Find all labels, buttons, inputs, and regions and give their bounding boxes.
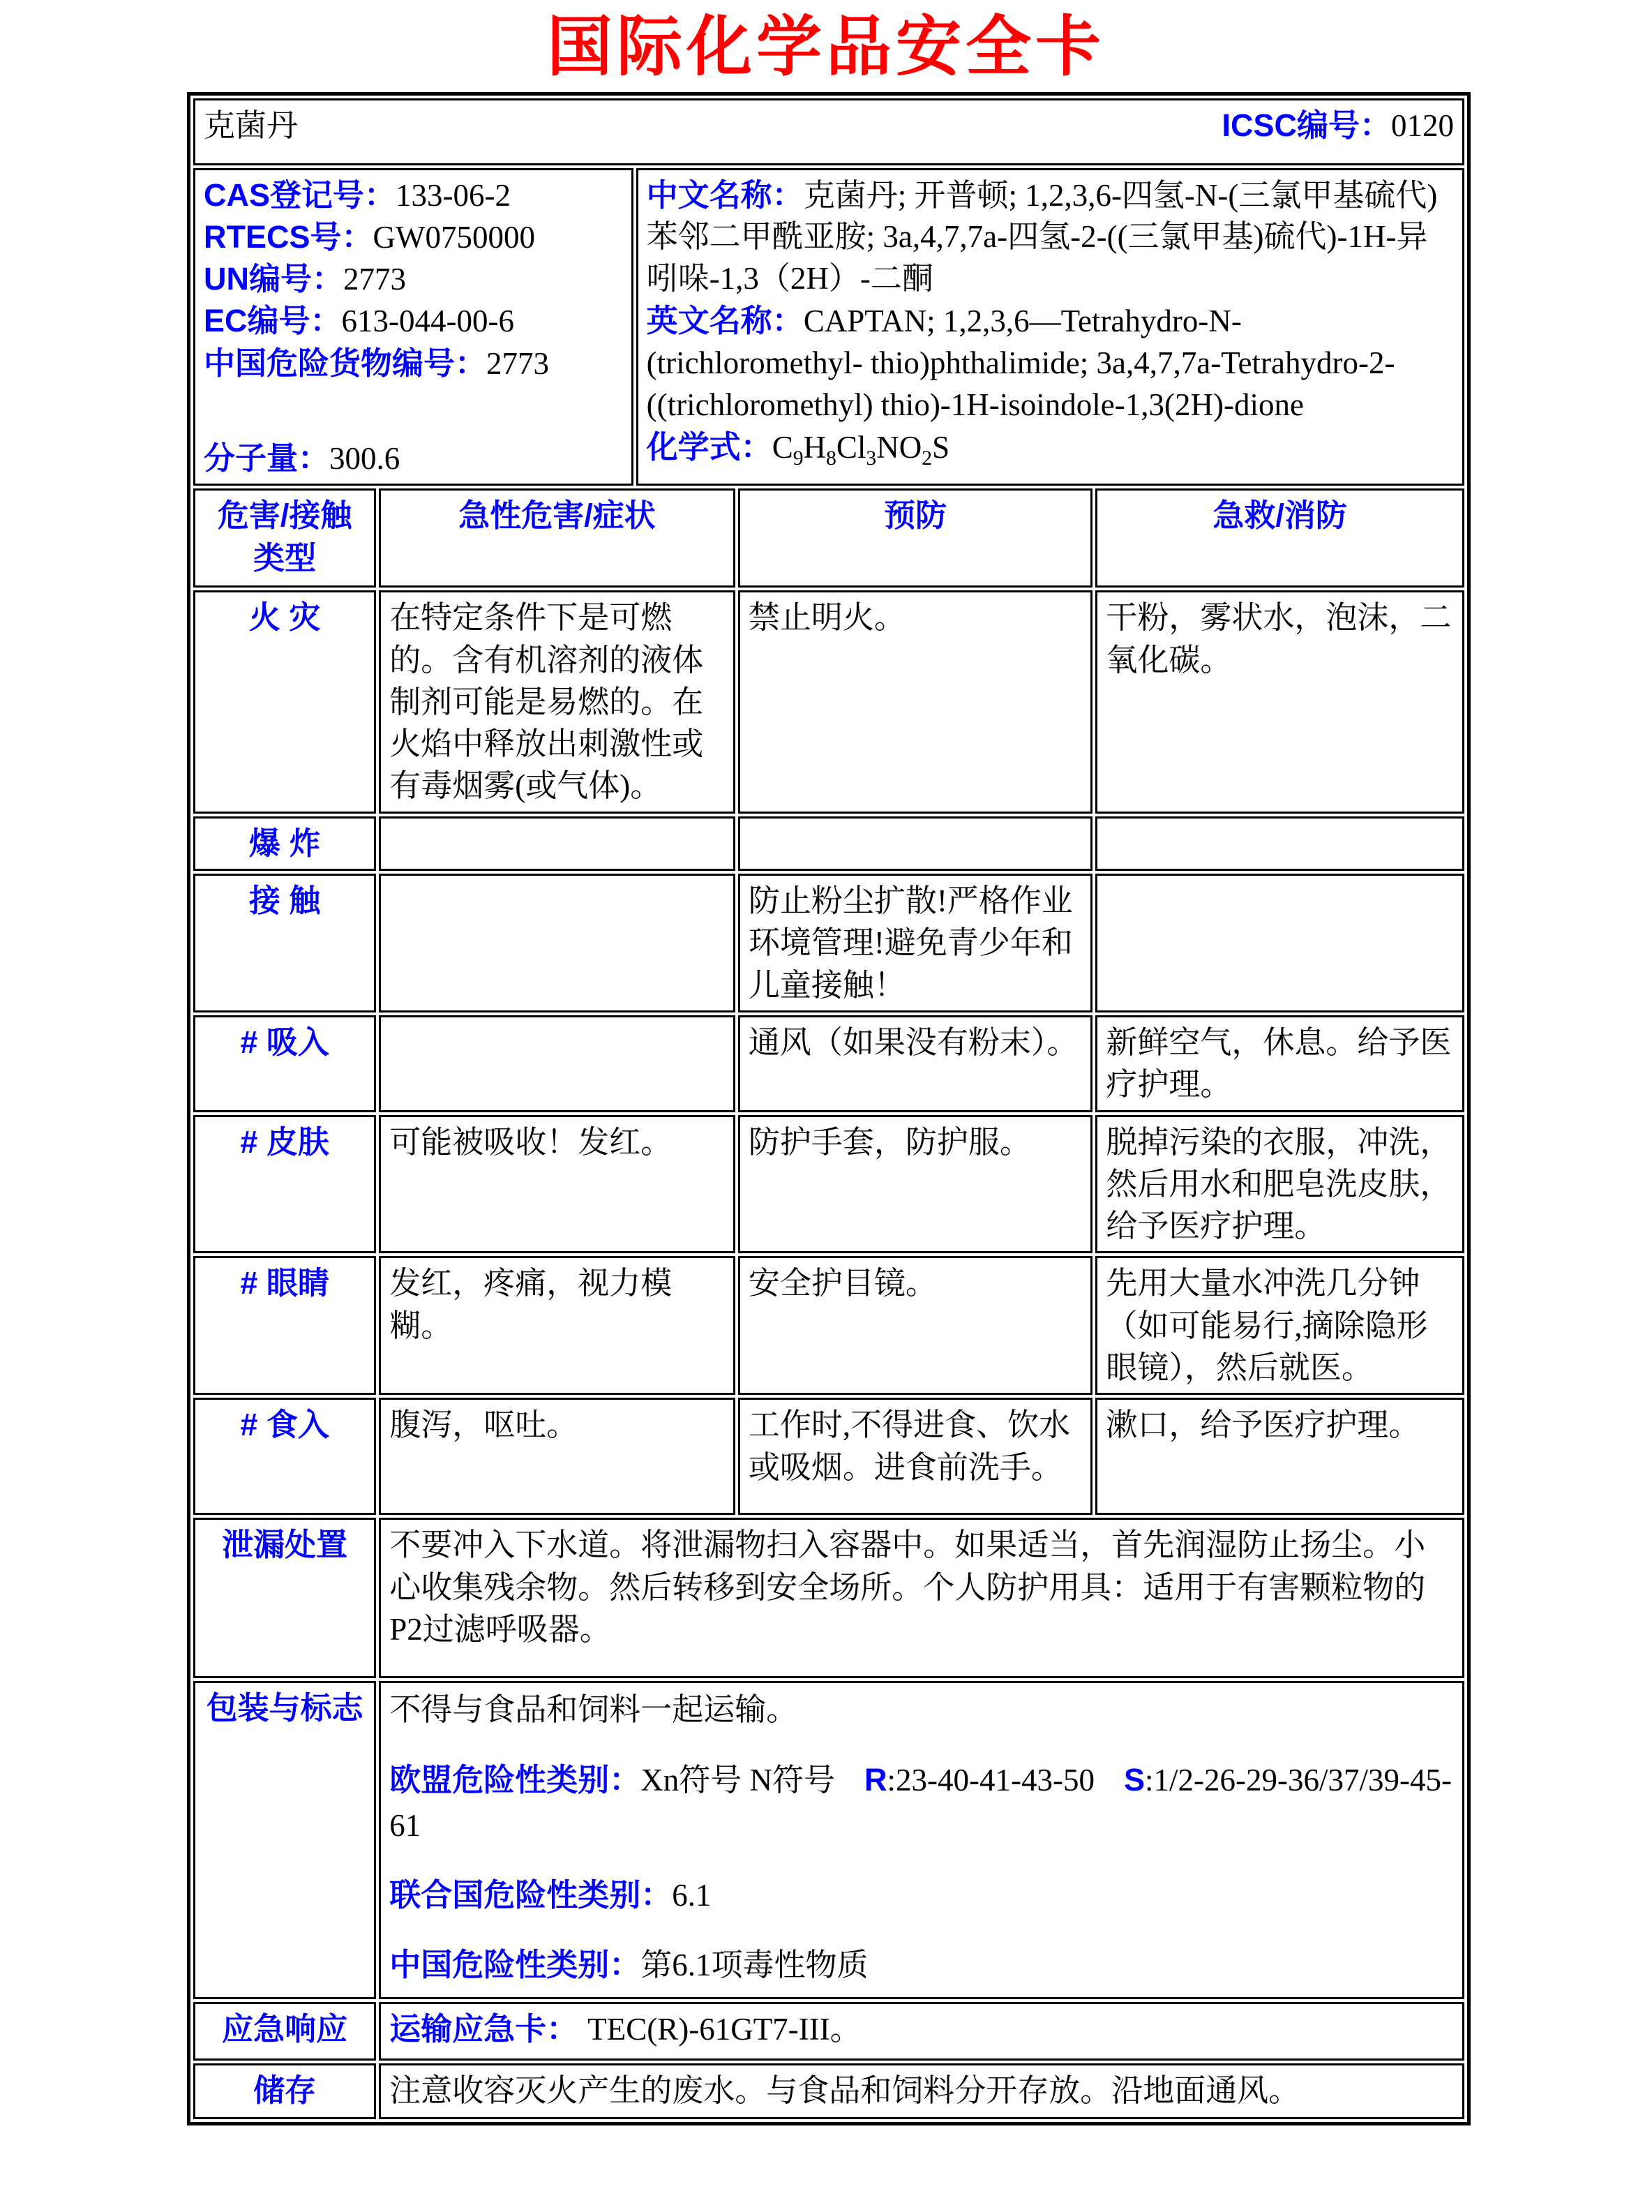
china-dg-value: 2773 (486, 345, 550, 381)
skin-first-aid-cell: 脱掉污染的衣服，冲洗，然后用水和肥皂洗皮肤，给予医疗护理。 (1095, 1115, 1464, 1254)
ingestion-first-aid-cell: 漱口，给予医疗护理。 (1095, 1398, 1464, 1515)
cas-number-line (204, 174, 623, 216)
s-phrases-label: S (1124, 1761, 1146, 1798)
chinese-name-line (647, 174, 1454, 301)
eu-hazard-class-line (389, 1757, 1454, 1849)
spill-disposal-row (193, 1518, 1464, 1678)
chemical-formula-value: $C_9H_8Cl_3NO_2S$ (772, 429, 950, 470)
skin-symptoms-cell: 可能被吸收！发红。 (379, 1115, 735, 1254)
column-header-type-line1: 危害/接触 (217, 498, 352, 534)
transport-emergency-card-value: TEC(R)-61GT7-III。 (587, 2011, 862, 2047)
packaging-label-cell: 包装与标志 (193, 1681, 376, 1998)
explosion-prevention-cell (738, 816, 1093, 871)
ingestion-symptoms-cell: 腹泻，呕吐。 (379, 1398, 735, 1515)
fire-first-aid-cell: 干粉，雾状水，泡沫，二氧化碳。 (1095, 590, 1464, 813)
hazard-row-ingestion (193, 1398, 1464, 1515)
hazard-row-eyes (193, 1256, 1464, 1395)
hazard-type-ingestion: # 食入 (193, 1398, 376, 1515)
packaging-row (193, 1681, 1464, 1998)
molecular-weight-value: 300.6 (329, 441, 400, 476)
chemical-formula-label: 化学式： (646, 428, 772, 465)
hazard-type-explosion: 爆 炸 (193, 816, 376, 871)
eyes-symptoms-cell: 发红，疼痛，视力模糊。 (379, 1256, 735, 1395)
un-number-line (204, 258, 623, 300)
china-dg-label: 中国危险货物编号： (204, 345, 487, 381)
card-header-row (193, 98, 1464, 165)
substance-name: 克菌丹 (204, 107, 299, 143)
transport-emergency-card-label: 运输应急卡： (389, 2010, 578, 2047)
hazard-row-skin (193, 1115, 1464, 1254)
packaging-content-cell (379, 1681, 1464, 1998)
column-header-symptoms: 急性危害/症状 (379, 488, 735, 588)
s-phrases-value: :1/2-26-29-36/37/39-45-61 (389, 1762, 1452, 1843)
skin-prevention-cell: 防护手套，防护服。 (738, 1115, 1093, 1254)
column-header-type (193, 488, 376, 588)
storage-text-cell: 注意收容灭火产生的废水。与食品和饲料分开存放。沿地面通风。 (379, 2063, 1464, 2119)
icsc-number (1222, 105, 1454, 147)
china-dg-number-line (204, 343, 623, 384)
english-name-line (647, 300, 1454, 426)
icsc-number-value: 0120 (1391, 107, 1454, 143)
cas-label: CAS登记号： (204, 177, 396, 213)
icsc-number-label: ICSC编号： (1222, 107, 1391, 143)
inhalation-symptoms-cell (379, 1015, 735, 1112)
inhalation-prevention-cell: 通风（如果没有粉末）。 (738, 1015, 1093, 1112)
un-hazard-class-line (389, 1872, 1454, 1918)
exposure-prevention-cell: 防止粉尘扩散!严格作业环境管理!避免青少年和儿童接触！ (738, 874, 1093, 1012)
column-header-prevention: 预防 (738, 488, 1093, 588)
exposure-first-aid-cell (1095, 874, 1464, 1012)
molecular-weight-line (204, 438, 623, 479)
english-name-label: 英文名称： (646, 303, 804, 339)
storage-row (193, 2063, 1464, 2119)
hazard-type-inhalation: # 吸入 (193, 1015, 376, 1112)
id-spacer (204, 384, 623, 438)
identifiers-cell (193, 168, 633, 486)
un-hazard-class-label: 联合国危险性类别： (389, 1877, 673, 1913)
hazard-type-eyes: # 眼睛 (193, 1256, 376, 1395)
ec-label: EC编号： (204, 303, 342, 339)
names-cell (636, 168, 1464, 486)
identifier-row (193, 168, 1464, 486)
hazard-row-exposure (193, 874, 1464, 1012)
emergency-response-content-cell (379, 2002, 1464, 2061)
exposure-symptoms-cell (379, 874, 735, 1012)
china-hazard-class-value: 第6.1项毒性物质 (640, 1948, 869, 1983)
ec-number-line (204, 300, 623, 342)
card-header-cell (193, 98, 1464, 165)
column-header-type-line2: 类型 (253, 539, 317, 576)
fire-prevention-cell: 禁止明火。 (738, 590, 1093, 813)
packaging-transport-note: 不得与食品和饲料一起运输。 (389, 1692, 798, 1728)
explosion-first-aid-cell (1095, 816, 1464, 871)
ingestion-prevention-cell: 工作时,不得进食、饮水或吸烟。进食前洗手。 (738, 1398, 1093, 1515)
fire-symptoms-cell: 在特定条件下是可燃的。含有机溶剂的液体制剂可能是易燃的。在火焰中释放出刺激性或有毒烟雾(或气体)。 (379, 590, 735, 813)
china-hazard-class-line (389, 1942, 1454, 1988)
china-hazard-class-label: 中国危险性类别： (389, 1947, 641, 1983)
icsc-card-table (187, 92, 1471, 2125)
chemical-formula-line (647, 426, 1454, 473)
eu-hazard-class-label: 欧盟危险性类别： (389, 1761, 641, 1798)
hazard-table-header-row (193, 488, 1464, 588)
hazard-type-skin: # 皮肤 (193, 1115, 376, 1254)
molecular-weight-label: 分子量： (204, 440, 330, 476)
storage-label-cell: 储存 (193, 2063, 376, 2119)
un-hazard-class-value: 6.1 (672, 1878, 712, 1913)
spill-disposal-label-cell: 泄漏处置 (193, 1518, 376, 1678)
spill-disposal-text-cell: 不要冲入下水道。将泄漏物扫入容器中。如果适当，首先润湿防止扬尘。小心收集残余物。然后转移到安全场所。个人防护用具：适用于有害颗粒物的P2过滤呼吸器。 (379, 1518, 1464, 1678)
rtecs-label: RTECS号： (204, 218, 373, 255)
cas-value: 133-06-2 (396, 177, 511, 213)
explosion-symptoms-cell (379, 816, 735, 871)
rtecs-number-line (204, 216, 623, 258)
hazard-type-exposure: 接 触 (193, 874, 376, 1012)
hazard-row-explosion (193, 816, 1464, 871)
chinese-name-value: 克菌丹; 开普顿; 1,2,3,6-四氢-N-(三氯甲基硫代)苯邻二甲酰亚胺; 3a,4,7,7a-四氢-2-((三氯甲基)硫代)-1H-异吲哚-1,3（2H）-二酮 (646, 177, 1438, 297)
rtecs-value: GW0750000 (373, 219, 535, 255)
r-phrases-value: :23-40-41-43-50 (887, 1762, 1095, 1798)
hazard-type-fire: 火 灾 (193, 590, 376, 813)
r-phrases-label: R (864, 1761, 887, 1798)
hazard-row-fire (193, 590, 1464, 813)
column-header-first-aid: 急救/消防 (1095, 488, 1464, 588)
emergency-response-label-cell: 应急响应 (193, 2002, 376, 2061)
eyes-prevention-cell: 安全护目镜。 (738, 1256, 1093, 1395)
page-title: 国际化学品安全卡 (546, 11, 1105, 84)
emergency-response-row (193, 2002, 1464, 2061)
hazard-row-inhalation (193, 1015, 1464, 1112)
eyes-first-aid-cell: 先用大量水冲洗几分钟（如可能易行,摘除隐形眼镜），然后就医。 (1095, 1256, 1464, 1395)
inhalation-first-aid-cell: 新鲜空气，休息。给予医疗护理。 (1095, 1015, 1464, 1112)
un-label: UN编号： (204, 261, 343, 297)
english-name-value: CAPTAN; 1,2,3,6—Tetrahydro-N-(trichloromethyl- thio)phthalimide; 3a,4,7,7a-Tetrahydro-2-((trichloromethyl) thio)-1H-isoindole-1,3(2H)-dione (646, 304, 1395, 422)
ec-value: 613-044-00-6 (341, 304, 514, 339)
un-value: 2773 (343, 262, 406, 297)
chinese-name-label: 中文名称： (646, 177, 804, 213)
eu-hazard-symbols: Xn符号 N符号 (640, 1762, 836, 1798)
